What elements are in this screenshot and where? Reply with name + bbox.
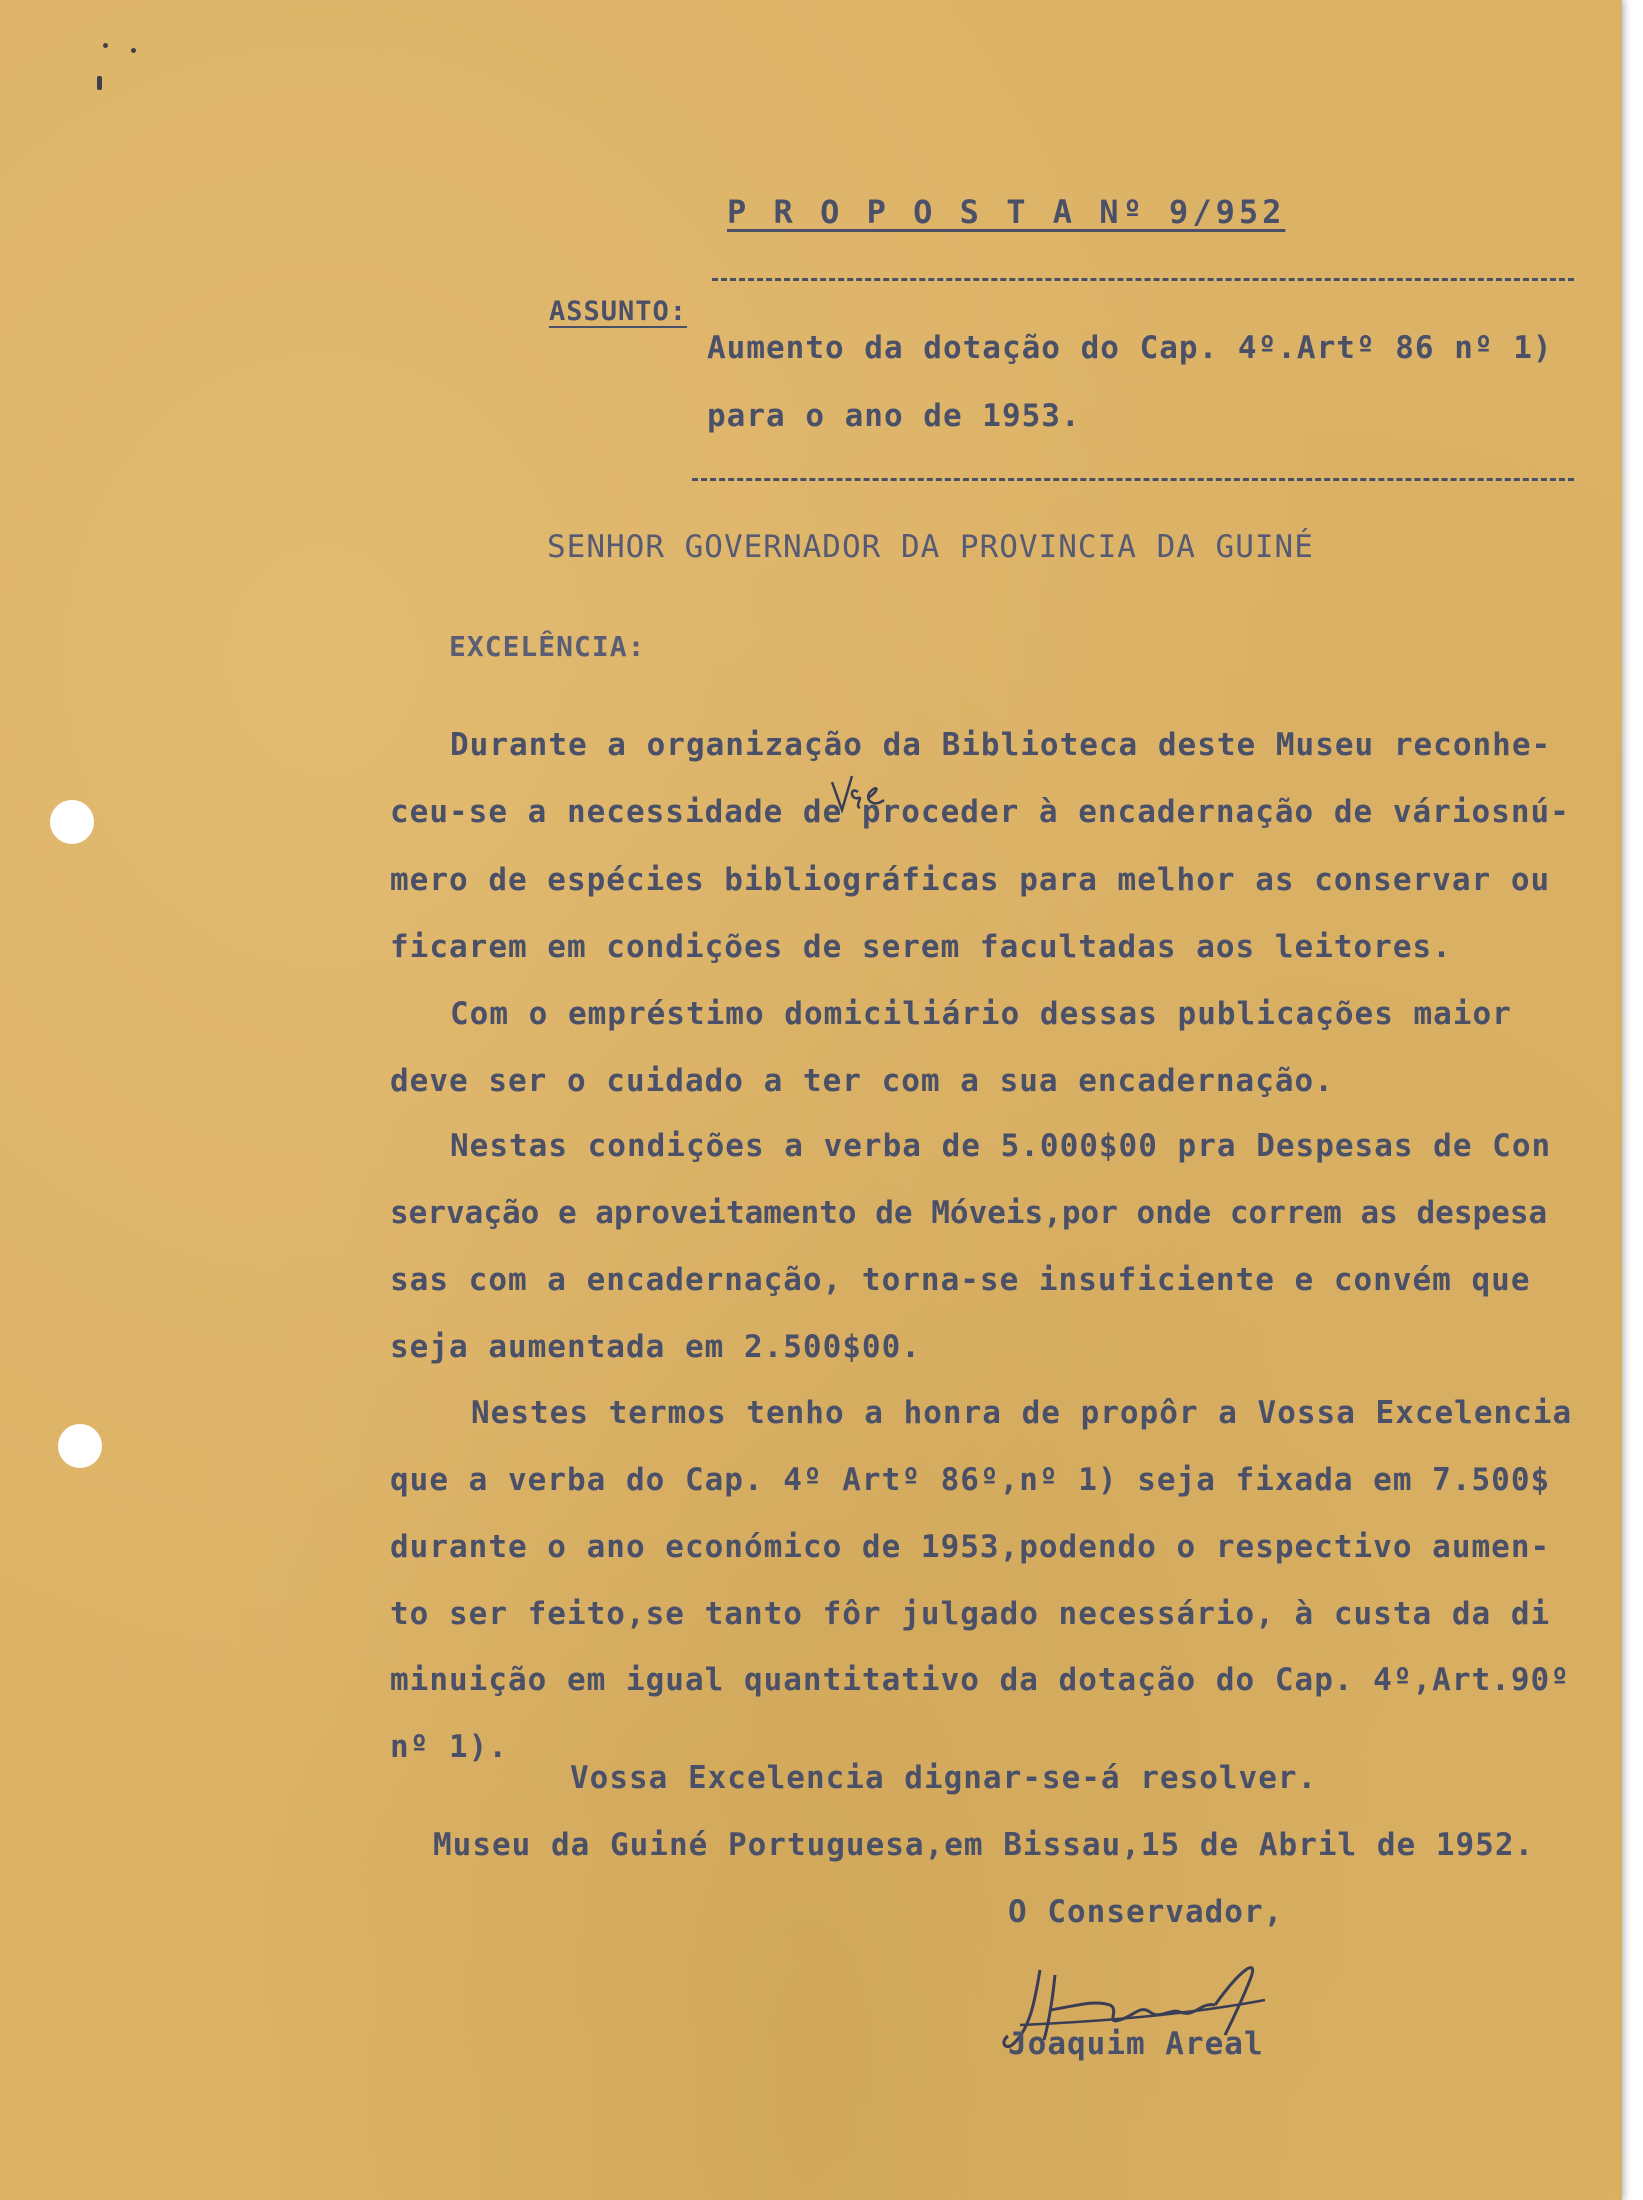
salutation: EXCELÊNCIA: <box>449 630 646 663</box>
divider-line <box>692 478 1574 481</box>
closing-line: Vossa Excelencia dignar-se-á resolver. <box>570 1760 1318 1796</box>
handwritten-insert <box>828 770 888 818</box>
body-line: que a verba do Cap. 4º Artº 86º,nº 1) seja fixada em 7.500$ <box>390 1462 1551 1498</box>
ink-speck <box>103 43 108 48</box>
subject-line: para o ano de 1953. <box>707 398 1081 434</box>
proposal-title: P R O P O S T A Nº 9/952 <box>727 193 1286 231</box>
body-line: servação e aproveitamento de Móveis,por onde correm as despesa <box>390 1195 1548 1231</box>
punch-hole <box>50 800 94 844</box>
body-line: minuição em igual quantitativo da dotação do Cap. 4º,Art.90º <box>390 1662 1570 1698</box>
body-line: ficarem em condições de serem facultadas aos leitores. <box>390 929 1452 965</box>
ink-speck <box>97 76 102 90</box>
punch-hole <box>58 1424 102 1468</box>
body-line: Nestas condições a verba de 5.000$00 pra Despesas de Con <box>450 1128 1552 1164</box>
body-line: ceu-se a necessidade de proceder à encadernação de váriosnú- <box>390 794 1570 830</box>
signatory-title: O Conservador, <box>1008 1894 1284 1930</box>
body-line: to ser feito,se tanto fôr julgado necessário, à custa da di <box>390 1596 1551 1632</box>
place-date: Museu da Guiné Portuguesa,em Bissau,15 de Abril de 1952. <box>433 1827 1535 1863</box>
body-line: nº 1). <box>390 1729 508 1765</box>
signatory-name: Joaquim Areal <box>1008 2026 1264 2062</box>
body-line: seja aumentada em 2.500$00. <box>390 1329 921 1365</box>
body-line: sas com a encadernação, torna-se insuficiente e convém que <box>390 1262 1531 1298</box>
body-line: Durante a organização da Biblioteca deste Museu reconhe- <box>450 727 1552 763</box>
body-line: Nestes termos tenho a honra de propôr a Vossa Excelencia <box>471 1395 1573 1431</box>
body-line: durante o ano económico de 1953,podendo o respectivo aumen- <box>390 1529 1551 1565</box>
body-line: mero de espécies bibliográficas para melhor as conservar ou <box>390 862 1551 898</box>
body-line: deve ser o cuidado a ter com a sua encadernação. <box>390 1063 1334 1099</box>
subject-line: Aumento da dotação do Cap. 4º.Artº 86 nº 1) <box>707 330 1553 366</box>
ink-speck <box>131 48 136 53</box>
subject-label: ASSUNTO: <box>549 296 688 327</box>
body-line: Com o empréstimo domiciliário dessas publicações maior <box>450 996 1512 1032</box>
divider-line <box>712 278 1574 281</box>
addressee: SENHOR GOVERNADOR DA PROVINCIA DA GUINÉ <box>547 529 1314 565</box>
